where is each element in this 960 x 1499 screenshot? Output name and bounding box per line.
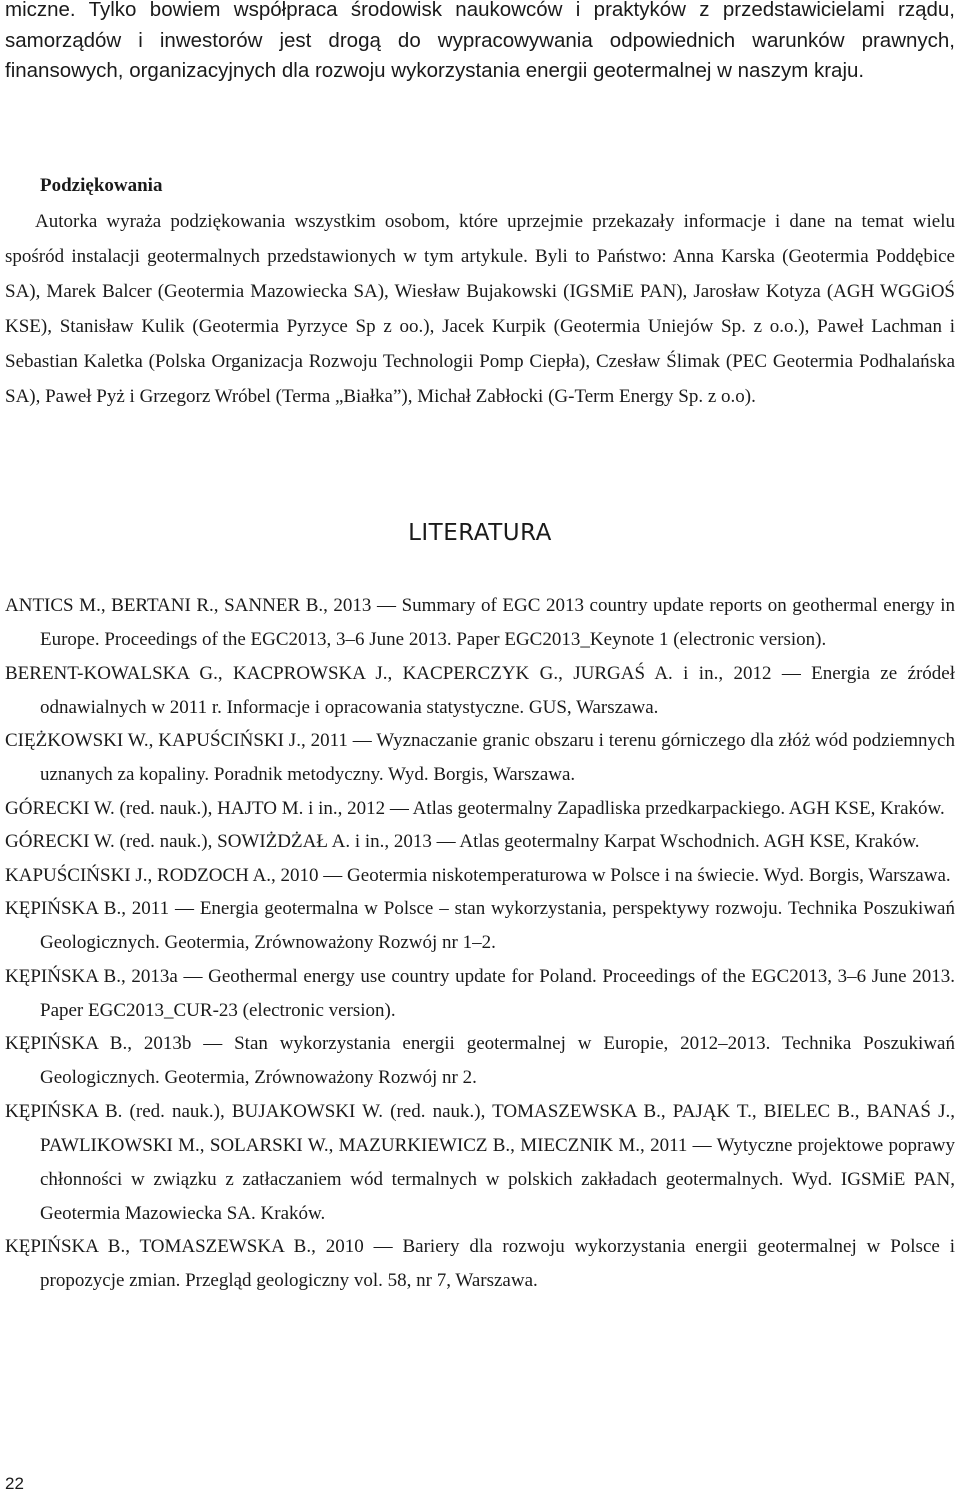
reference-list — [5, 589, 955, 1298]
page-number: 22 — [5, 1474, 24, 1493]
reference-item: KĘPIŃSKA B., TOMASZEWSKA B., 2010 — Bariery dla rozwoju wykorzystania energii geotermalnej w Polsce i propozycje zmian. Przegląd geologiczny vol. 58, nr 7, Warszawa. — [5, 1236, 955, 1291]
reference-item: GÓRECKI W. (red. nauk.), SOWIŻDŻAŁ A. i in., 2013 — Atlas geotermalny Karpat Wschodnich. AGH KSE, Kraków. — [5, 831, 920, 852]
reference-item: KĘPIŃSKA B., 2011 — Energia geotermalna w Polsce – stan wykorzystania, perspektywy rozwoju. Technika Poszukiwań Geologicznych. Geotermia, Zrównoważony Rozwój nr 1–2. — [5, 898, 955, 953]
reference-item: KĘPIŃSKA B., 2013a — Geothermal energy use country update for Poland. Proceedings of the EGC2013, 3–6 June 2013. Paper EGC2013_CUR-23 (electronic version). — [5, 965, 955, 1021]
reference-item: GÓRECKI W. (red. nauk.), HAJTO M. i in., 2012 — Atlas geotermalny Zapadliska przedkarpackiego. AGH KSE, Kraków. — [5, 797, 945, 819]
reference-item: KĘPIŃSKA B. (red. nauk.), BUJAKOWSKI W. (red. nauk.), TOMASZEWSKA B., PAJĄK T., BIELEC B., BANAŚ J., PAWLIKOWSKI M., SOLARSKI W., MAZURKIEWICZ B., MIECZNIK M., 2011 — Wytyczne projektowe poprawy chłonności w związku z zatłaczaniem wód termalnych w polskich zakładach geotermalnych. Wyd. IGSMiE PAN, Geotermia Mazowiecka SA. Kraków. — [5, 1100, 955, 1224]
reference-item: KĘPIŃSKA B., 2013b — Stan wykorzystania energii geotermalnej w Europie, 2012–2013. Technika Poszukiwań Geologicznych. Geotermia, Zrównoważony Rozwój nr 2. — [5, 1033, 955, 1088]
reference-item: BERENT-KOWALSKA G., KACPROWSKA J., KACPERCZYK G., JURGAŚ A. i in., 2012 — Energia ze źródeł odnawialnych w 2011 r. Informacje i opracowania statystyczne. GUS, Warszawa. — [5, 662, 955, 718]
intro-paragraph: miczne. Tylko bowiem współpraca środowisk naukowców i praktyków z przedstawicielami rządu, samorządów i inwestorów jest drogą do wypracowywania odpowiednich warunków prawnych, finansowych, organizacyjnych dla rozwoju wykorzystania energii geotermalnej w naszym kraju. — [5, 0, 955, 82]
acknowledgements-paragraph: Autorka wyraża podziękowania wszystkim osobom, które uprzejmie przekazały informacje i dane na temat wielu spośród instalacji geotermalnych przedstawionych w tym artykule. Byli to Państwo: Anna Karska (Geotermia Poddębice SA), Marek Balcer (Geotermia Mazowiecka SA), Wiesław Bujakowski (IGSMiE PAN), Jarosław Kotyza (AGH WGGiOŚ KSE), Stanisław Kulik (Geotermia Pyrzyce Sp z oo.), Jacek Kurpik (Geotermia Uniejów Sp. z o.o.), Paweł Lachman i Sebastian Kaletka (Polska Organizacja Rozwoju Technologii Pomp Ciepła), Czesław Ślimak (PEC Geotermia Podhalańska SA), Paweł Pyż i Grzegorz Wróbel (Terma „Białka”), Michał Zabłocki (G-Term Energy Sp. z o.o). — [5, 211, 955, 407]
acknowledgements-heading: Podziękowania — [40, 175, 163, 196]
reference-item: ANTICS M., BERTANI R., SANNER B., 2013 — Summary of EGC 2013 country update reports on geothermal energy in Europe. Proceedings of the EGC2013, 3–6 June 2013. Paper EGC2013_Keynote 1 (electronic version). — [5, 595, 955, 650]
reference-item: CIĘŻKOWSKI W., KAPUŚCIŃSKI J., 2011 — Wyznaczanie granic obszaru i terenu górniczego dla złóż wód podziemnych uznanych za kopaliny. Poradnik metodyczny. Wyd. Borgis, Warszawa. — [5, 730, 955, 785]
reference-item: KAPUŚCIŃSKI J., RODZOCH A., 2010 — Geotermia niskotemperaturowa w Polsce i na świecie. Wyd. Borgis, Warszawa. — [5, 864, 951, 886]
literature-heading: LITERATURA — [408, 520, 552, 546]
